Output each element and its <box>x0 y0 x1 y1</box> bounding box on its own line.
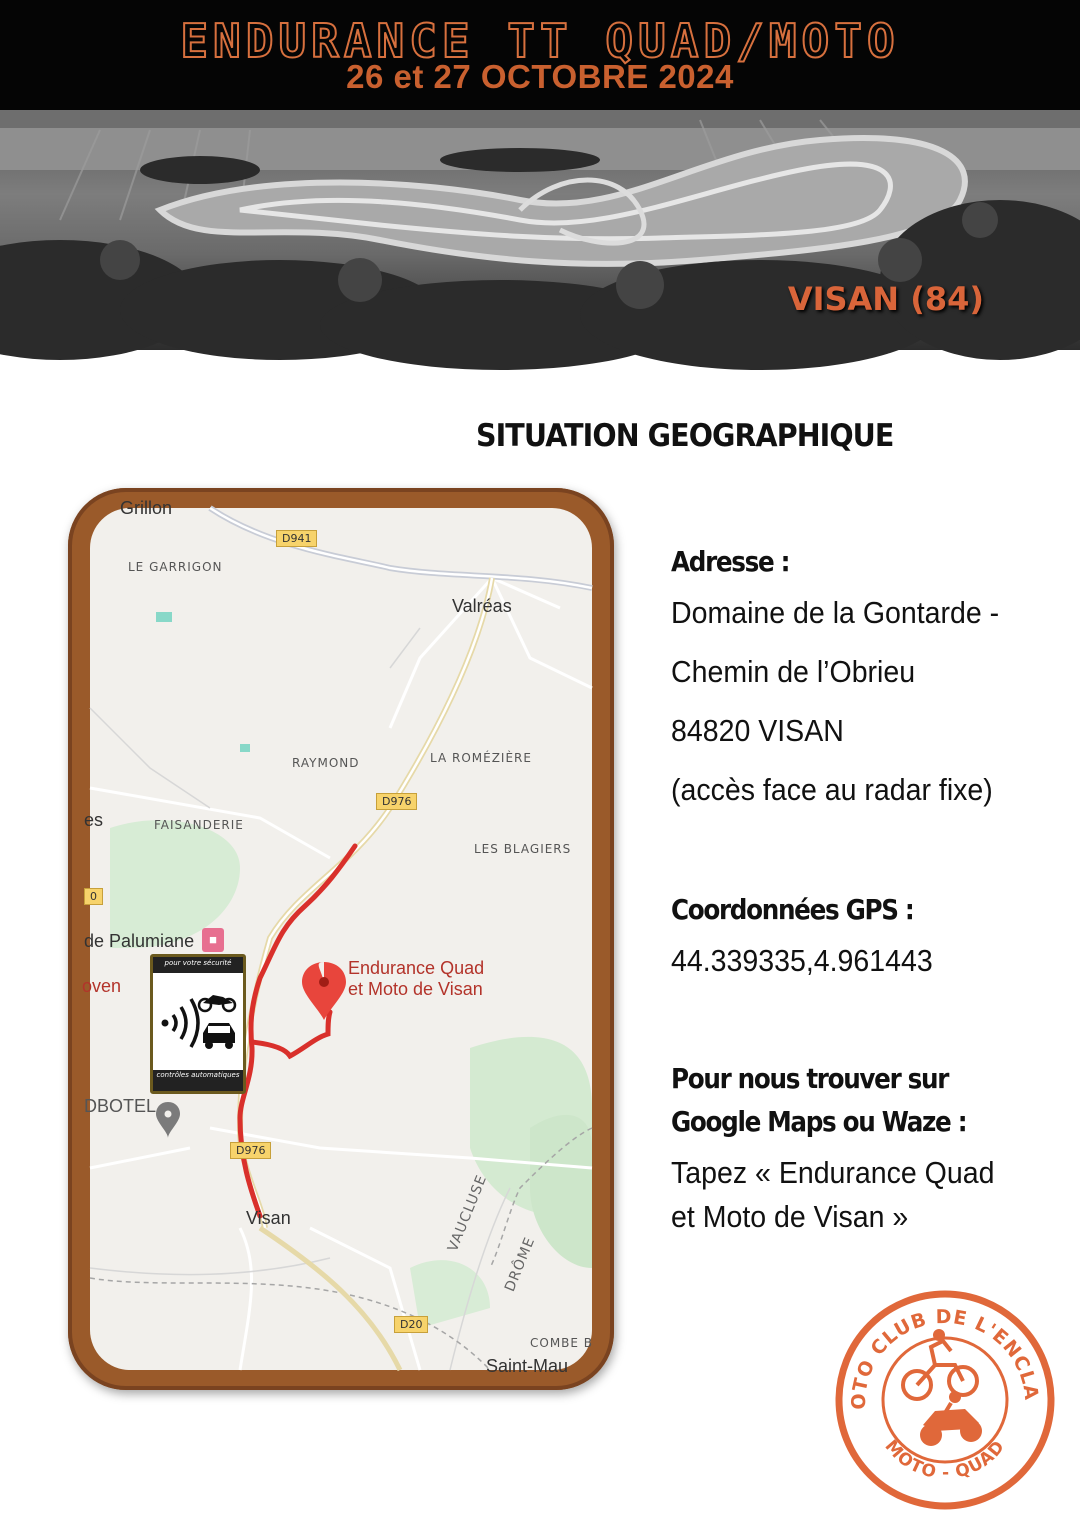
address-block <box>671 540 1051 819</box>
poi-name[interactable] <box>348 958 484 1000</box>
town-label-palumiane: de Palumiane <box>84 931 195 951</box>
road-shield-d976: D976 <box>230 1142 271 1159</box>
radar-sign-top-text: pour votre sécurité <box>153 957 243 973</box>
place-label: FAISANDERIE <box>154 818 244 832</box>
town-label-partial: es <box>84 810 104 830</box>
address-line: (accès face au radar fixe) <box>671 772 993 807</box>
find-us-line: et Moto de Visan » <box>671 1199 909 1234</box>
town-label-grillon: Grillon <box>120 498 173 518</box>
road-shield-partial: 0 <box>84 888 103 905</box>
department-label-drome: DRÔME <box>502 1234 539 1294</box>
gps-block <box>671 888 1051 990</box>
address-line: Chemin de l’Obrieu <box>671 654 916 689</box>
find-us-line: Tapez « Endurance Quad <box>671 1155 995 1190</box>
event-dates: 26 et 27 OCTOBRE 2024 <box>346 58 734 95</box>
place-label: LE GARRIGON <box>128 560 223 574</box>
radar-sign-bottom-text: contrôles automatiques <box>153 1070 243 1091</box>
location-tag: VISAN (84) <box>787 280 984 318</box>
town-label-valreas: Valréas <box>452 596 512 616</box>
poi-name-line1: Endurance Quad <box>348 958 485 978</box>
address-line: 84820 VISAN <box>671 713 844 748</box>
poi-name-line2: et Moto de Visan <box>348 979 483 999</box>
speed-camera-sign <box>150 954 246 1094</box>
gps-coordinates: 44.339335,4.961443 <box>671 943 933 978</box>
road-shield-d941: D941 <box>276 530 317 547</box>
event-header <box>0 0 1080 110</box>
town-label-visan: Visan <box>246 1208 291 1228</box>
find-us-heading: Google Maps ou Waze : <box>671 1105 967 1138</box>
find-us-heading: Pour nous trouver sur <box>671 1062 949 1095</box>
place-label: LES BLAGIERS <box>474 842 572 856</box>
address-heading: Adresse : <box>671 545 790 578</box>
find-us-block <box>671 1057 1051 1239</box>
place-label: RAYMOND <box>292 756 360 770</box>
road-shield-d20: D20 <box>394 1316 428 1333</box>
svg-text:MOTO - QUAD: MOTO - QUAD <box>880 1436 1010 1484</box>
gps-heading: Coordonnées GPS : <box>671 893 914 926</box>
place-label: LA ROMÉZIÈRE <box>430 751 532 765</box>
town-label-saint-maurice: Saint-Mau <box>486 1356 569 1376</box>
town-label-hotel: DBOTEL <box>84 1096 157 1116</box>
road-shield-d976: D976 <box>376 793 417 810</box>
event-title: ENDURANCE TT QUAD/MOTO <box>180 14 900 68</box>
svg-text:MOTO CLUB DE L'ENCLAVE: OTO CLUB DE L'ENCLA <box>847 1305 1043 1410</box>
section-title: SITUATION GEOGRAPHIQUE <box>476 418 894 454</box>
club-stamp-logo <box>835 1285 1055 1515</box>
address-line: Domaine de la Gontarde - <box>671 595 1000 630</box>
town-label-partial: oven <box>82 976 122 996</box>
map-frame <box>68 488 614 1390</box>
location-map[interactable] <box>82 498 594 1376</box>
place-label: COMBE B <box>530 1336 594 1350</box>
department-label-vaucluse: VAUCLUSE <box>445 1172 491 1254</box>
hotel-icon: ■ <box>202 928 224 952</box>
